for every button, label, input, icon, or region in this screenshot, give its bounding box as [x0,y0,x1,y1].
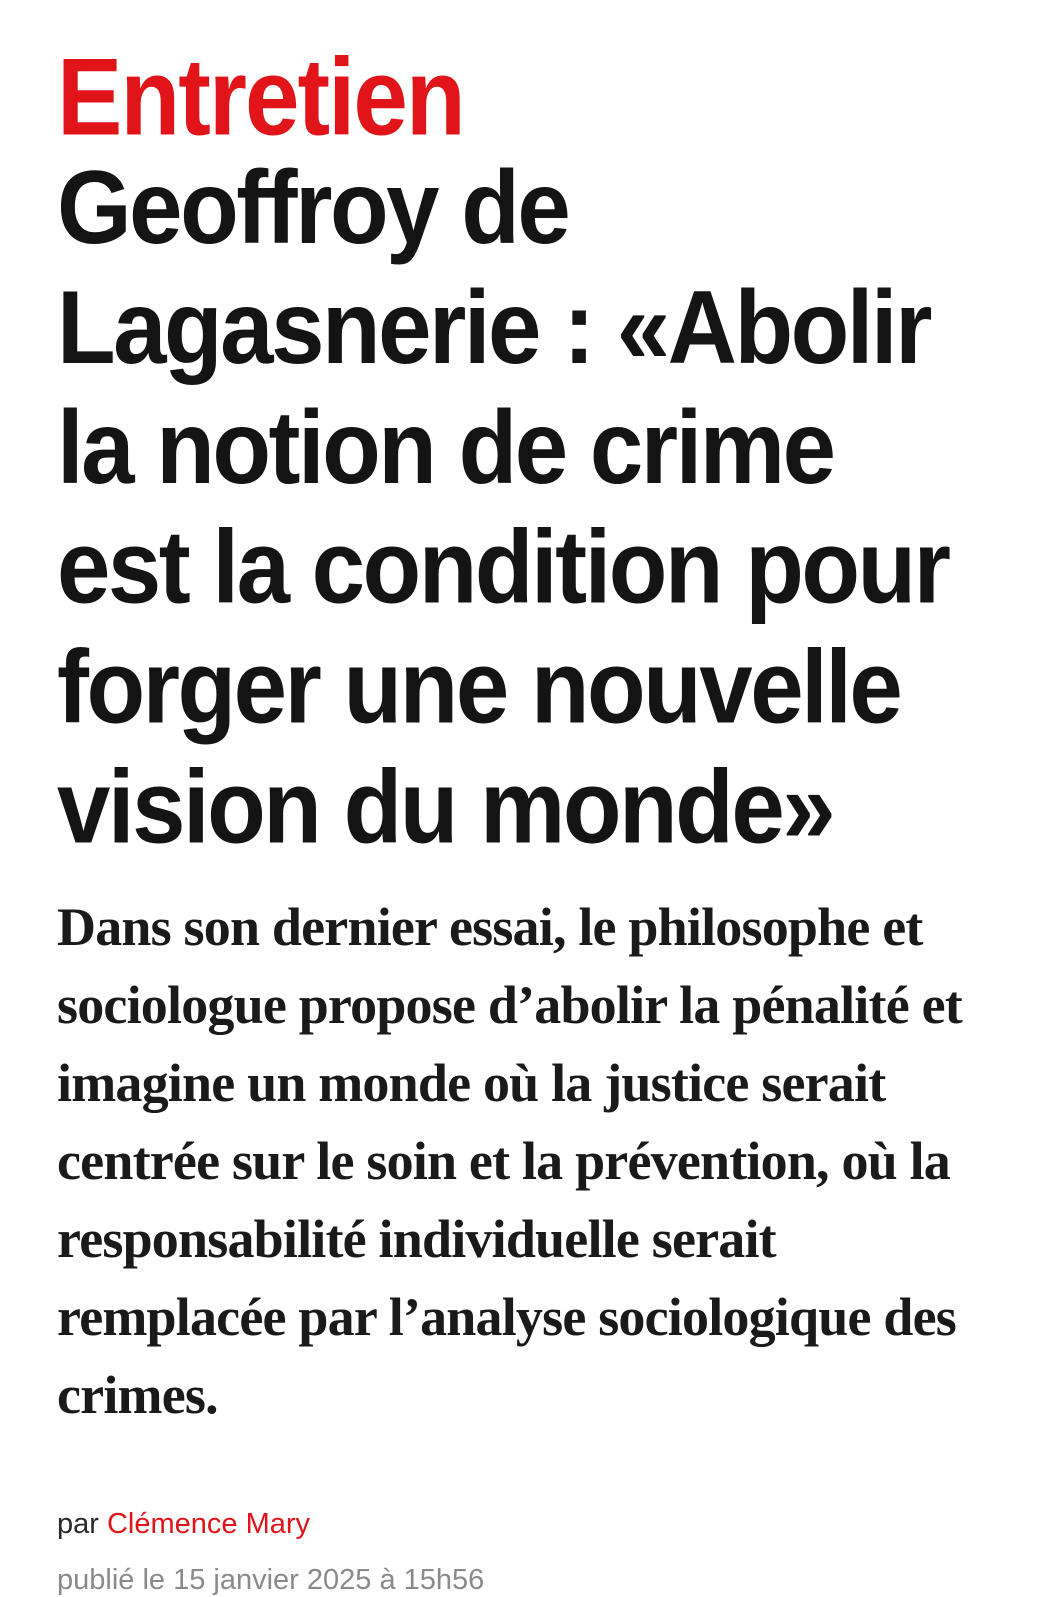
byline-prefix: par [57,1508,99,1540]
publication-date: publié le 15 janvier 2025 à 15h56 [57,1564,485,1596]
article [57,34,987,1596]
article-headline: Geoffroy de Lagasnerie : «Abolir la notion de crime est la condition pour forger une nouvelle vision du monde» [57,150,949,866]
byline [57,1508,310,1541]
author-link[interactable]: Clémence Mary [106,1508,311,1540]
kicker-label[interactable]: Entretien [57,34,464,158]
article-standfirst: Dans son dernier essai, le philosophe et sociologue propose d’abolir la pénalité et imagine un monde où la justice serait centrée sur le soin et la prévention, où la responsabilité individuelle serait remplacée par l’analyse sociologique des crimes. [57,897,962,1425]
